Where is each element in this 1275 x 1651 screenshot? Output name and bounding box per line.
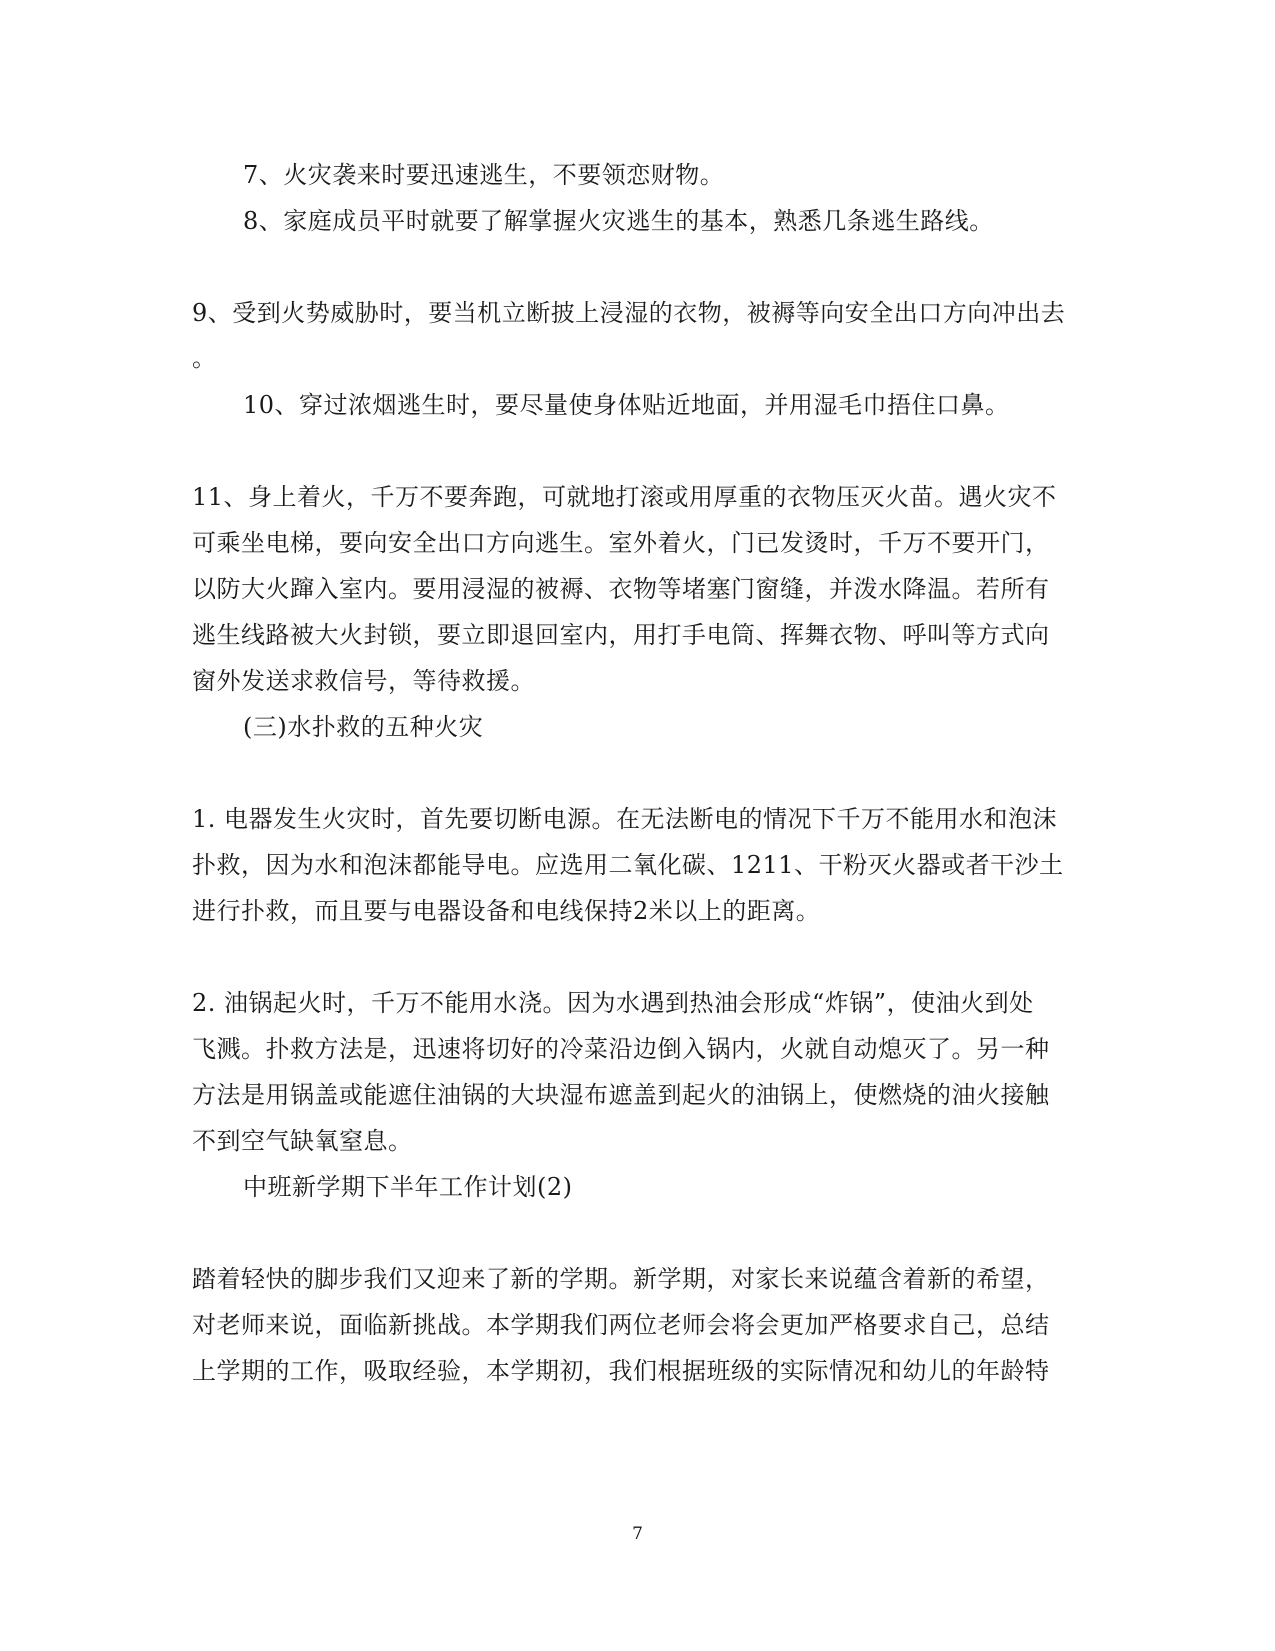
section-heading: (三)水扑救的五种火灾: [243, 713, 484, 741]
text-line: 逃生线路被大火封锁，要立即退回室内，用打手电筒、挥舞衣物、呼叫等方式向: [192, 621, 1050, 649]
section-heading: 中班新学期下半年工作计划(2): [243, 1173, 573, 1201]
text-line: 飞溅。扑救方法是，迅速将切好的冷菜沿边倒入锅内，火就自动熄灭了。另一种: [192, 1035, 1050, 1063]
text-line: 11、身上着火，千万不要奔跑，可就地打滚或用厚重的衣物压灭火苗。遇火灾不: [192, 483, 1057, 511]
text-line: 上学期的工作，吸取经验，本学期初，我们根据班级的实际情况和幼儿的年龄特: [192, 1357, 1050, 1385]
text-line: 7、火灾袭来时要迅速逃生，不要领恋财物。: [243, 161, 725, 189]
text-line: 2. 油锅起火时，千万不能用水浇。因为水遇到热油会形成“炸锅”，使油火到处: [192, 989, 1034, 1017]
text-line: 窗外发送求救信号，等待救援。: [192, 667, 535, 695]
text-line: 9、受到火势威胁时，要当机立断披上浸湿的衣物，被褥等向安全出口方向冲出去: [192, 299, 1066, 327]
text-line: 8、家庭成员平时就要了解掌握火灾逃生的基本，熟悉几条逃生路线。: [243, 207, 994, 235]
text-line: 扑救，因为水和泡沫都能导电。应选用二氧化碳、1211、干粉灭火器或者干沙土: [192, 851, 1064, 879]
page-number: 7: [632, 1524, 643, 1544]
text-line: 。: [192, 344, 217, 372]
text-line: 踏着轻快的脚步我们又迎来了新的学期。新学期，对家长来说蕴含着新的希望，: [192, 1265, 1050, 1293]
text-line: 以防大火蹿入室内。要用浸湿的被褥、衣物等堵塞门窗缝，并泼水降温。若所有: [192, 575, 1050, 603]
text-line: 对老师来说，面临新挑战。本学期我们两位老师会将会更加严格要求自己，总结: [192, 1311, 1050, 1339]
text-line: 不到空气缺氧窒息。: [192, 1127, 413, 1155]
text-line: 1. 电器发生火灾时，首先要切断电源。在无法断电的情况下千万不能用水和泡沫: [192, 805, 1058, 833]
text-line: 10、穿过浓烟逃生时，要尽量使身体贴近地面，并用湿毛巾捂住口鼻。: [243, 391, 1010, 419]
text-line: 可乘坐电梯，要向安全出口方向逃生。室外着火，门已发烫时，千万不要开门，: [192, 529, 1050, 557]
text-line: 方法是用锅盖或能遮住油锅的大块湿布遮盖到起火的油锅上，使燃烧的油火接触: [192, 1081, 1050, 1109]
text-line: 进行扑救，而且要与电器设备和电线保持2米以上的距离。: [192, 897, 821, 925]
